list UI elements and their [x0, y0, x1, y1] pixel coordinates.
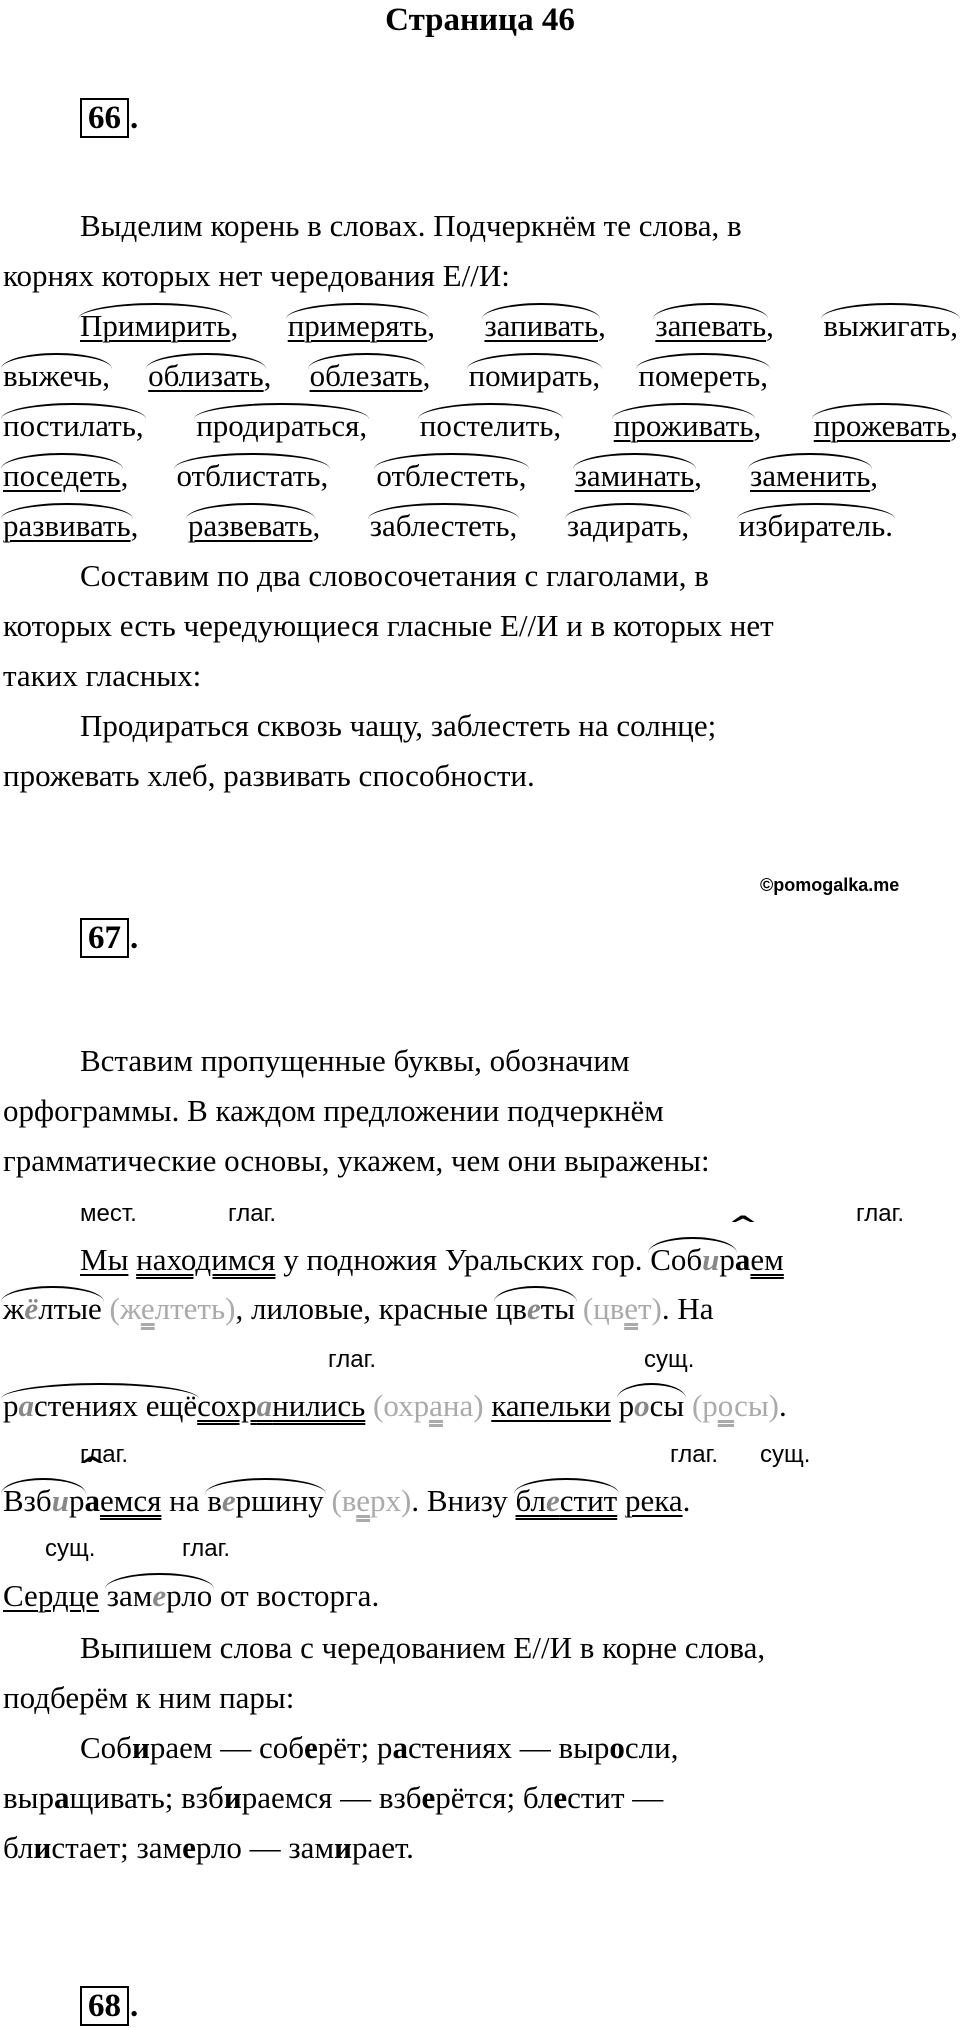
ex66-words-line-2: выжечь, облизать, облезать, помирать, помереть, — [3, 351, 768, 401]
word: развевать — [188, 501, 313, 551]
ex66-task-1: Составим по два словосочетания с глаголами, в — [80, 558, 709, 593]
check-word: (охрана) — [373, 1388, 484, 1423]
ex67-pairs-2: выращивать; взбираемся — взберётся; блестит — — [3, 1780, 664, 1815]
word: избиратель. — [739, 501, 893, 551]
subject: Сердце — [3, 1578, 100, 1613]
word: выжигать, — [823, 301, 958, 351]
word: постилать, — [3, 401, 144, 451]
ex67-pairs-1: Собираем — соберёт; растениях — выросли, — [80, 1730, 679, 1765]
exercise-67-task — [3, 1623, 958, 1873]
word: задирать, — [567, 501, 689, 551]
predicate: находимся — [136, 1242, 276, 1277]
annotation-verb: глаг. — [856, 1200, 905, 1227]
word: помереть, — [638, 351, 768, 401]
ex66-words-line-1: Примирить, примерять, запивать, запевать, выжигать, — [3, 301, 958, 351]
annotation-verb: глаг. — [228, 1200, 277, 1227]
word: заминать — [575, 451, 694, 501]
ex67-intro-3: грамматические основы, укажем, чем они выражены: — [3, 1143, 710, 1178]
predicate: Взбир^ аемся — [3, 1483, 161, 1518]
ex66-intro-1: Выделим корень в словах. Подчеркнём те слова, в — [80, 208, 742, 243]
ex67-sentence-line-1: Мы находимся у подножия Уральских гор. Собир^ аем — [3, 1235, 960, 1285]
word: проживать — [614, 401, 754, 451]
exercise-66-number: 66 . — [80, 98, 138, 138]
subject: капельки — [491, 1388, 611, 1423]
word: развивать — [3, 501, 131, 551]
ex66-answer-1: Продираться сквозь чащу, заблестеть на солнце; — [80, 708, 717, 743]
word: прожевать — [814, 401, 950, 451]
word: выжечь, — [3, 351, 110, 401]
word: помирать, — [469, 351, 601, 401]
ex67-sentence-line-5: Сердце замерло от восторга. — [3, 1571, 958, 1621]
word: заблестеть, — [370, 501, 518, 551]
ex66-words-line-4: поседеть, отблистать, отблестеть, заминать, заменить, — [3, 451, 878, 501]
ex66-intro-2: корнях которых нет чередования Е//И: — [3, 258, 510, 293]
exercise-68-number: 68 . — [80, 1986, 138, 2026]
check-word: (цвет) — [582, 1291, 662, 1326]
ex67-task-2: подберём к ним пары: — [3, 1680, 295, 1715]
word: поседеть — [3, 451, 121, 501]
word: постелить, — [420, 401, 561, 451]
ex66-task-2: которых есть чередующиеся гласные Е//И и в которых нет — [3, 608, 774, 643]
annotation-noun: сущ. — [644, 1346, 695, 1373]
word: облезать — [310, 351, 423, 401]
predicate: блестит — [516, 1476, 618, 1526]
word: отблестеть, — [376, 451, 526, 501]
word: Примирить — [80, 301, 230, 351]
predicate: сохранились — [197, 1388, 366, 1423]
word: продираться, — [196, 401, 367, 451]
exercise-67-number: 67 . — [80, 918, 138, 958]
exercise-number-box: 68 — [80, 1986, 129, 2026]
page-title: Страница 46 — [385, 2, 575, 38]
watermark: ©pomogalka.me — [760, 875, 900, 895]
ex67-sentence-line-3: растениях ещёсохранились (охрана) капельки росы (росы). — [3, 1381, 958, 1431]
ex67-intro-1: Вставим пропущенные буквы, обозначим — [80, 1043, 630, 1078]
annotation-verb: глаг. — [328, 1346, 377, 1373]
ex66-answer-2: прожевать хлеб, развивать способности. — [3, 758, 535, 793]
annotation-verb: глаг. — [182, 1535, 231, 1562]
exercise-66-body — [3, 201, 958, 801]
ex67-task-1: Выпишем слова с чередованием Е//И в корне слова, — [80, 1630, 766, 1665]
subject: река — [624, 1483, 683, 1518]
ex67-sentence-line-4: Взбир^ аемся на вершину (верх). Внизу блестит река. — [3, 1476, 958, 1526]
word: заменить — [750, 451, 870, 501]
predicate: Собир^ аем — [650, 1242, 784, 1277]
ex67-intro-2: орфограммы. В каждом предложении подчеркнём — [3, 1093, 664, 1128]
ex67-pairs-3: блистает; замерло — замирает. — [3, 1830, 414, 1865]
annotation-pronoun: мест. — [80, 1200, 137, 1227]
subject: Мы — [80, 1242, 129, 1277]
ex66-words-line-5: развивать, развевать, заблестеть, задирать, избиратель. — [3, 501, 893, 551]
ex67-sentence-line-2: жёлтые (желтеть), лиловые, красные цветы (цвет). На — [3, 1284, 958, 1334]
word: облизать — [148, 351, 263, 401]
exercise-67-intro — [3, 1036, 958, 1186]
check-word: (росы) — [691, 1388, 779, 1423]
annotation-noun: сущ. — [45, 1535, 96, 1562]
annotation-verb: глаг. — [80, 1441, 129, 1468]
predicate: замерло — [107, 1578, 212, 1613]
check-word: (желтеть) — [109, 1291, 236, 1326]
word: отблистать, — [176, 451, 328, 501]
annotation-noun: сущ. — [760, 1441, 811, 1468]
word: запевать — [655, 301, 766, 351]
ex66-task-3: таких гласных: — [3, 658, 202, 693]
exercise-number-box: 66 — [80, 98, 129, 138]
annotation-verb: глаг. — [670, 1441, 719, 1468]
word: примерять — [288, 301, 428, 351]
check-word: (верх) — [331, 1483, 412, 1518]
word: запивать — [484, 301, 598, 351]
ex66-words-line-3: постилать, продираться, постелить, проживать, прожевать, — [3, 401, 958, 451]
exercise-number-box: 67 — [80, 918, 129, 958]
